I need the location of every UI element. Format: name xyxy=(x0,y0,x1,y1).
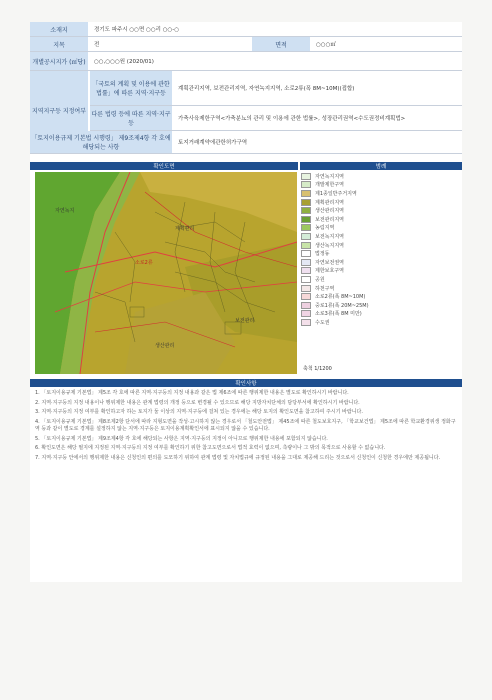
legend-swatch xyxy=(301,250,311,257)
note-item: 2. 지역·지구등의 지정 내용이나 행위제한 내용은 관계 법령의 개정 등으로 변경될 수 있으므로 해당 지방자치단체의 담당부서에 확인하시기 바랍니다. xyxy=(35,399,360,406)
legend-swatch xyxy=(301,285,311,292)
note-item: 1. 「토지이용규제 기본법」 제5조 각 호에 따른 지역·지구등의 지정 내용과 같은 법 제6조에 따른 행위제한 내용은 별도로 확인하시기 바랍니다. xyxy=(35,390,349,396)
legend-swatch xyxy=(301,216,311,223)
legend-swatch xyxy=(301,233,311,240)
legend-swatch xyxy=(301,319,311,326)
legend-item xyxy=(301,198,459,207)
usage-row-2 xyxy=(90,106,462,131)
legend-swatch xyxy=(301,259,311,266)
legend-swatch xyxy=(301,199,311,206)
usage-row-1-label: 「국토의 계획 및 이용에 관한 법률」에 따른 지역·지구등 xyxy=(90,71,172,105)
legend-label: 소로3류(폭 8M 미만) xyxy=(315,311,362,318)
notes-title: 확인사항 xyxy=(30,379,462,387)
map-label-4: 생산관리 xyxy=(155,343,175,349)
usage-row-3-value: 토지거래계약에관한허가구역 xyxy=(178,140,248,146)
legend-swatch xyxy=(301,293,311,300)
legend-label: 자연녹지지역 xyxy=(315,173,344,180)
legend-label: 보전관리지역 xyxy=(315,216,344,223)
legend-swatch xyxy=(301,207,311,214)
legend-label: 중로1류(폭 20M~25M) xyxy=(315,302,369,309)
legend-label: 제한보호구역 xyxy=(315,268,344,275)
legend-label: 법정동 xyxy=(315,251,330,258)
legend-label: 생산녹지지역 xyxy=(315,242,344,249)
legend-label: 공원 xyxy=(315,276,325,283)
price-value: ○○,○○○원 (2020/01) xyxy=(94,59,154,65)
legend-label: 수도권 xyxy=(315,319,330,326)
area-label: 면적 xyxy=(252,37,310,51)
note-item: 4. 「토지이용규제 기본법」 제8조제2항 단서에 따라 지형도면을 작성·고시하지 않는 경우로서 「철도안전법」 제45조에 따른 철도보호지구, 「학교보건법」 제5조에 따른 학교환경위생 정화구역 등과 같이 별도로 경계를 설정하지 않는 지역·지구등은 토지이용계획확인서에 표시되지 않을 수 있습니다. xyxy=(35,418,456,432)
legend-item xyxy=(301,258,459,267)
legend-swatch xyxy=(301,190,311,197)
usage-group-label: 지역지구등 지정여부 xyxy=(30,71,88,150)
note-item: 6. 확인도면은 해당 필지에 지정된 지역·지구등의 지정 여부를 확인하기 위한 참고도면으로서 법적 효력이 없으며, 측량이나 그 밖의 목적으로 사용할 수 없습니다. xyxy=(35,445,386,451)
map-label-0: 계획관리 xyxy=(175,226,195,232)
location-value: 경기도 파주시 ○○면 ○○리 ○○-○ xyxy=(94,27,180,33)
legend-swatch xyxy=(301,224,311,231)
legend-label: 소로2류(폭 8M~10M) xyxy=(315,294,366,301)
usage-row-3-label: 「토지이용규제 기본법 시행령」 제9조제4항 각 호에 해당되는 사항 xyxy=(30,131,172,153)
map-label-3: 소로2류 xyxy=(135,260,153,266)
legend-label: 개발제한구역 xyxy=(315,182,344,189)
legend-label: 생산관리지역 xyxy=(315,208,344,215)
location-label: 소재지 xyxy=(30,22,88,36)
legend-label: 자연보전권역 xyxy=(315,259,344,266)
legend-item xyxy=(301,301,459,310)
lot-value: 전 xyxy=(94,42,100,48)
legend-item xyxy=(301,232,459,241)
legend-item xyxy=(301,206,459,215)
map-title: 확인도면 xyxy=(30,162,298,170)
location-row xyxy=(30,22,462,37)
price-label: 개별공시지가 (㎡당) xyxy=(30,52,88,70)
lot-row xyxy=(30,37,462,52)
notes-list xyxy=(35,390,459,464)
confirmation-map xyxy=(35,172,297,374)
map-legend xyxy=(301,172,459,374)
legend-swatch xyxy=(301,173,311,180)
legend-swatch xyxy=(301,267,311,274)
legend-title: 범례 xyxy=(300,162,462,170)
map-scale: 축척 1/1200 xyxy=(303,366,332,372)
usage-row-2-value: 가축사육제한구역<가축분뇨의 관리 및 이용에 관한 법률>, 성장관리권역<수도권정비계획법> xyxy=(178,116,406,122)
map-label-2: 자연녹지 xyxy=(55,208,75,214)
legend-swatch xyxy=(301,276,311,283)
legend-item xyxy=(301,215,459,224)
legend-label: 제1종일반주거지역 xyxy=(315,190,357,197)
usage-row-1-value: 계획관리지역, 보전관리지역, 자연녹지지역, 소로2류(폭 8M~10M)(접합) xyxy=(178,86,355,92)
legend-item xyxy=(301,181,459,190)
legend-item xyxy=(301,292,459,301)
usage-row-3 xyxy=(30,131,462,154)
legend-item xyxy=(301,224,459,233)
legend-item xyxy=(301,249,459,258)
legend-swatch xyxy=(301,242,311,249)
note-item: 5. 「토지이용규제 기본법」 제9조제4항 각 호에 해당되는 사항은 지역·지구등의 지정이 아니므로 행위제한 내용에 포함되지 않습니다. xyxy=(35,435,328,442)
usage-row-2-label: 다른 법령 등에 따른 지역·지구등 xyxy=(90,106,172,130)
legend-item xyxy=(301,241,459,250)
legend-item xyxy=(301,310,459,319)
map-label-1: 보전관리 xyxy=(235,318,255,324)
legend-list xyxy=(301,172,459,327)
lot-label: 지목 xyxy=(30,37,88,51)
legend-item xyxy=(301,267,459,276)
legend-item xyxy=(301,189,459,198)
legend-swatch xyxy=(301,302,311,309)
price-row xyxy=(30,52,462,71)
note-item: 7. 지역·지구등 안에서의 행위제한 내용은 신청인의 편의를 도모하기 위하여 관계 법령 및 자치법규에 규정된 내용을 그대로 제공해 드리는 것으로서 신청인이 신청한 경우에만 제공됩니다. xyxy=(35,454,441,461)
legend-item xyxy=(301,275,459,284)
note-item: 3. 지역·지구등의 지정 여부를 확인하고자 하는 토지가 둘 이상의 지역·지구등에 걸쳐 있는 경우에는 해당 토지의 확인도면을 참고하여 주시기 바랍니다. xyxy=(35,409,363,415)
legend-label: 계획관리지역 xyxy=(315,199,344,206)
legend-item xyxy=(301,284,459,293)
land-use-certificate xyxy=(30,22,462,582)
usage-row-1 xyxy=(90,71,462,106)
area-value: ○○○㎡ xyxy=(316,42,336,48)
legend-item xyxy=(301,172,459,181)
legend-item xyxy=(301,318,459,327)
legend-label: 하천구역 xyxy=(315,285,335,292)
legend-label: 농림지역 xyxy=(315,225,335,232)
legend-label: 보전녹지지역 xyxy=(315,233,344,240)
legend-swatch xyxy=(301,181,311,188)
legend-swatch xyxy=(301,310,311,317)
